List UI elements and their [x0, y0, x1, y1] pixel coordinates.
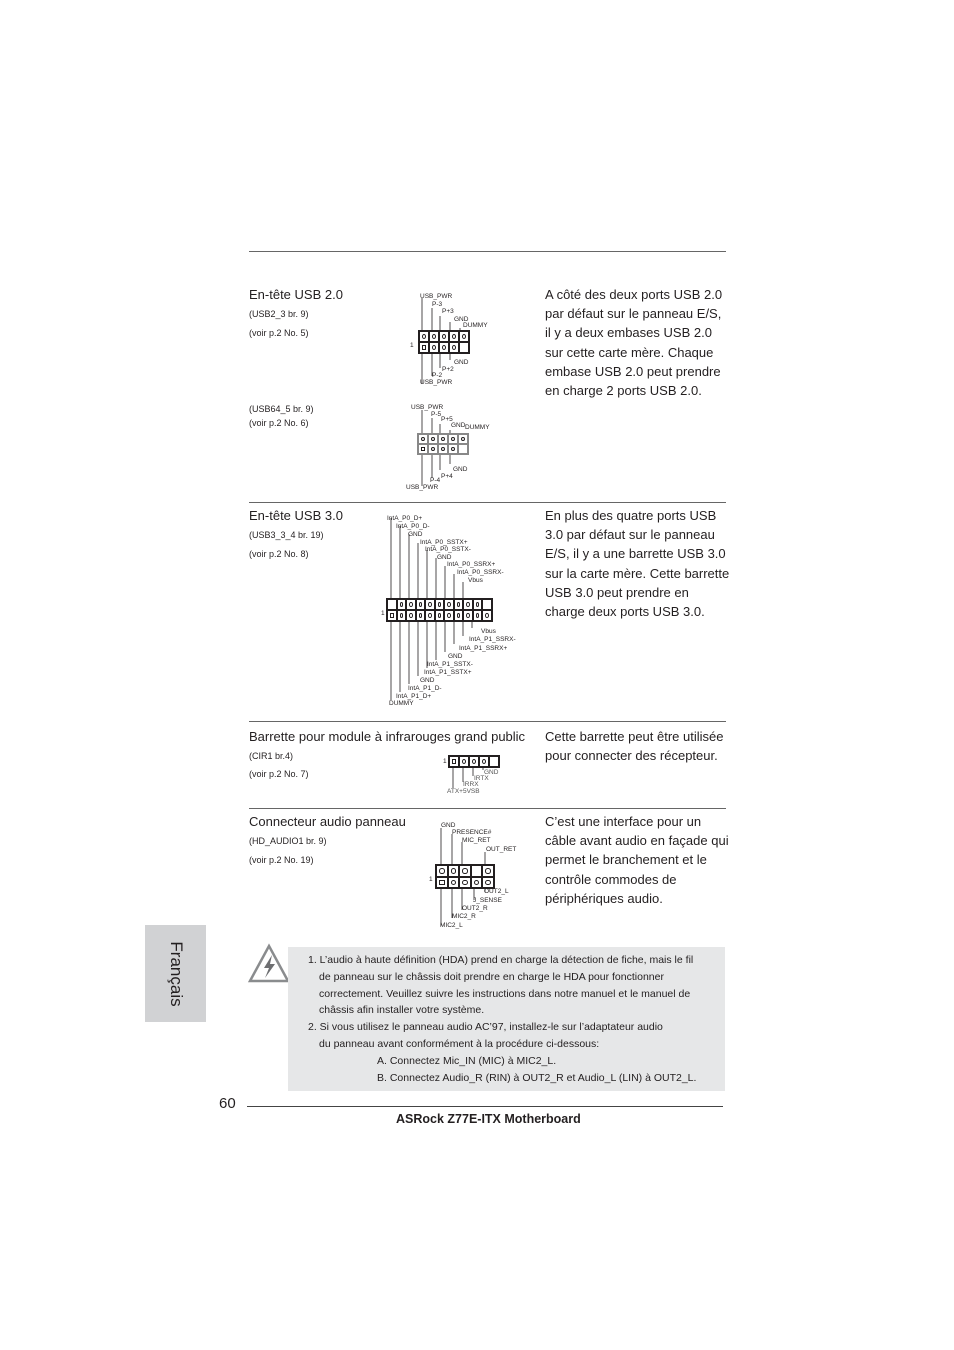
pin-label: P-3 — [432, 301, 443, 308]
pin-label: P-5 — [431, 411, 442, 418]
pin-label: USB_PWR — [420, 379, 453, 386]
usb3-pins — [386, 598, 493, 622]
pin-label: P+4 — [441, 473, 453, 480]
pin-one-label: 1 — [381, 610, 385, 617]
pin-label: USB_PWR — [406, 484, 439, 491]
pin-one-label: 1 — [410, 342, 414, 349]
pin-label: P-4 — [430, 477, 441, 484]
pin-label: IRTX — [474, 775, 489, 782]
pin-label: GND — [448, 653, 463, 660]
pin-label: IntA_P0_SSRX+ — [447, 561, 496, 568]
pin-label: GND — [408, 531, 423, 538]
note-line: 2. Si vous utilisez le panneau audio AC’97, installez-le sur l’adaptateur audio — [308, 1021, 663, 1033]
pin-label: USB_PWR — [420, 293, 453, 300]
note-box — [288, 947, 725, 1091]
note-line: correctement. Veuillez suivre les instructions dans notre manuel et le manuel de — [319, 988, 691, 1000]
pin-one-label: 1 — [429, 876, 433, 883]
warning-icon — [247, 943, 291, 985]
pin-label: IntA_P0_SSTX+ — [420, 539, 468, 546]
usb2-ref-b: (USB64_5 br. 9) — [249, 404, 314, 414]
usb2-description: A côté des deux ports USB 2.0 par défaut sur le panneau E/S, il y a deux embases USB 2.0 sur cette carte mère. Chaque embase USB 2.0 peut prendre en charge 2 ports USB 2.0. — [545, 287, 723, 399]
pin-label: OUT2_L — [484, 888, 509, 895]
usb3-see: (voir p.2 No. 8) — [249, 549, 309, 559]
language-tab-label: Français — [166, 940, 186, 1007]
language-tab — [145, 925, 206, 1022]
pin-label: USB_PWR — [411, 404, 444, 411]
section-rule — [249, 502, 726, 503]
note-line: A. Connectez Mic_IN (MIC) à MIC2_L. — [377, 1055, 557, 1067]
audio-description: C’est une interface pour un câble avant audio en façade qui permet le branchement et le contrôle commodes de périphériques audio. — [545, 814, 729, 906]
audio-see: (voir p.2 No. 19) — [249, 855, 314, 865]
pin-label: IntA_P0_D- — [396, 523, 430, 530]
pin-label: GND — [454, 359, 469, 366]
pin-label: GND — [453, 466, 468, 473]
note-line: B. Connectez Audio_R (RIN) à OUT2_R et Audio_L (LIN) à OUT2_L. — [377, 1072, 697, 1084]
pin-label: DUMMY — [389, 700, 414, 707]
pin-label: GND — [454, 316, 469, 323]
usb3-ref: (USB3_3_4 br. 19) — [249, 530, 324, 540]
pin-label: PRESENCE# — [452, 829, 492, 836]
pin-label: DUMMY — [463, 322, 488, 329]
pin-label: MIC2_R — [452, 913, 476, 920]
footer-rule — [247, 1106, 723, 1107]
pin-label: DUMMY — [465, 424, 490, 431]
usb2-title: En-tête USB 2.0 — [249, 287, 343, 302]
pin-label: P+2 — [442, 366, 454, 373]
pin-label: IntA_P1_D+ — [396, 693, 432, 700]
section-rule — [249, 808, 726, 809]
pin-label: Vbus — [468, 577, 483, 584]
usb2-pins-b — [417, 433, 469, 455]
pin-one-label: 1 — [443, 758, 447, 765]
pin-label: IntA_P1_SSTX- — [427, 661, 473, 668]
pin-label: GND — [451, 422, 466, 429]
top-rule — [249, 251, 726, 252]
footer-title: ASRock Z77E-ITX Motherboard — [396, 1112, 581, 1126]
usb3-description: En plus des quatre ports USB 3.0 par défaut sur le panneau E/S, il y a une barrette USB 3.0 sur la carte mère. Cette barrette USB 3.0 peut prendre en charge deux ports USB 3.0. — [545, 508, 730, 620]
pin-label: OUT2_R — [462, 905, 488, 912]
pin-label: GND — [441, 822, 456, 829]
pin-label: MIC_RET — [462, 837, 491, 844]
note-line: 1. L’audio à haute définition (HDA) prend en charge la détection de fiche, mais le fil — [308, 954, 694, 966]
usb2-see-b: (voir p.2 No. 6) — [249, 418, 309, 428]
pin-label: IntA_P1_SSRX+ — [459, 645, 508, 652]
pin-label: IntA_P0_D+ — [387, 515, 423, 522]
note-line: châssis afin installer votre système. — [319, 1004, 485, 1016]
note-line: du panneau avant conformément à la procédure ci-dessous: — [319, 1038, 600, 1050]
pin-label: OUT_RET — [486, 846, 517, 853]
pin-label: ATX+5VSB — [447, 788, 480, 795]
pin-label: IntA_P1_SSRX- — [469, 636, 516, 643]
pin-label: IntA_P0_SSRX- — [457, 569, 504, 576]
audio-ref: (HD_AUDIO1 br. 9) — [249, 836, 327, 846]
pin-label: GND — [484, 769, 499, 776]
cir-see: (voir p.2 No. 7) — [249, 769, 309, 779]
section-rule — [249, 721, 726, 722]
audio-pins — [435, 864, 495, 889]
page-number: 60 — [219, 1095, 236, 1112]
pin-label: Vbus — [481, 628, 496, 635]
cir-ref: (CIR1 br.4) — [249, 751, 294, 761]
usb2-pins-a — [418, 330, 470, 354]
usb2-ref-a: (USB2_3 br. 9) — [249, 309, 309, 319]
usb2-see-a: (voir p.2 No. 5) — [249, 328, 309, 338]
pin-label: IntA_P1_SSTX+ — [424, 669, 472, 676]
audio-title: Connecteur audio panneau — [249, 814, 406, 829]
pin-label: MIC2_L — [440, 922, 463, 929]
pin-label: IntA_P0_SSTX- — [425, 546, 471, 553]
cir-title: Barrette pour module à infrarouges grand public — [249, 729, 526, 744]
pin-label: IntA_P1_D- — [408, 685, 442, 692]
usb3-title: En-tête USB 3.0 — [249, 508, 343, 523]
cir-description: Cette barrette peut être utilisée pour connecter des récepteur. — [545, 729, 724, 764]
pin-label: GND — [437, 554, 452, 561]
pin-label: J_SENSE — [473, 897, 502, 904]
pin-label: P+5 — [441, 416, 453, 423]
pin-label: GND — [420, 677, 435, 684]
pin-label: P+3 — [442, 308, 454, 315]
pin-label: P-2 — [432, 372, 443, 379]
note-line: de panneau sur le châssis doit prendre en charge le HDA pour fonctionner — [319, 971, 664, 983]
pin-label: IRRX — [463, 781, 479, 788]
